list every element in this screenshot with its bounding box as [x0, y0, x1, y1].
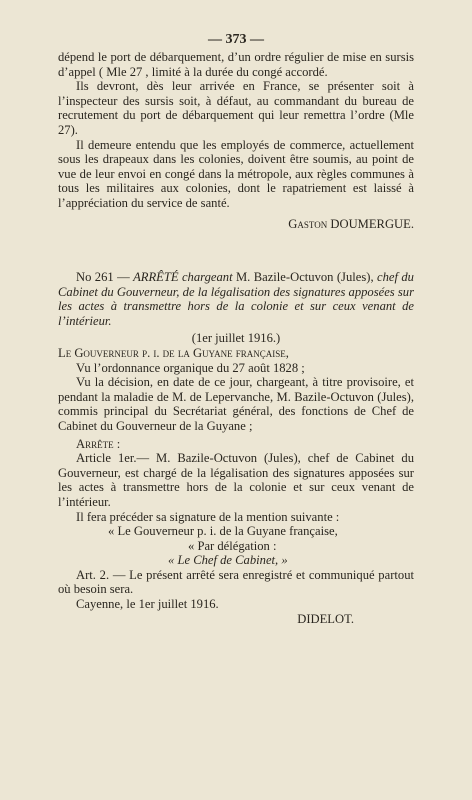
mention-line-3: « Le Chef de Cabinet, » [168, 553, 288, 568]
vu-ordonnance: Vu l’ordonnance organique du 27 août 1828 ; [76, 360, 305, 375]
signature-doumergue: Gaston DOUMERGUE. [288, 216, 414, 231]
mention-line-2: « Par délégation : [188, 538, 277, 553]
paragraph-3: Il demeure entendu que les employés de commerce, actuellement sous les drapeaux dans les colonies, doivent être soumis, au point de vue de leur envoi en congé dans la métropole, aux règles communes à tous les militaires aux colonies, dont le rapatriement est laissé à l’appréciation du service de santé. [58, 137, 414, 210]
arrete-lead: chargeant [181, 270, 233, 284]
arrete-header [58, 270, 414, 328]
paragraph-1: dépend le port de débarquement, d’un ordre régulier de mise en sursis d’appel ( Mle 27 , limité à la durée du congé accordé. [58, 50, 414, 79]
article-2: Art. 2. — Le présent arrêté sera enregistré et communiqué partout où besoin sera. [58, 567, 414, 597]
arrete-block [58, 270, 414, 626]
vu-decision: Vu la décision, en date de ce jour, chargeant, à titre provisoire, et pendant la maladie de M. de Lepervanche, M. Bazile-Octuvon (Jules), commis principal du Secrétariat général, des fonctions de Chef de Cabinet du Gouverneur de la Guyane ; [58, 375, 414, 433]
article-1: Article 1er.— M. Bazile-Octuvon (Jules), chef de Cabinet du Gouverneur, est chargé de la légalisation des signatures apposées sur les actes à transmettre hors de la colonie et sur ceux venant de l’intérieur. [58, 451, 414, 509]
signature-didelot: DIDELOT. [297, 611, 354, 626]
arrete-number: No 261 — [76, 270, 130, 284]
paragraph-2: Ils devront, dès leur arrivée en France, se présenter soit à l’inspecteur des sursis soit, à défaut, au commandant du bureau de recrutement du port de débarquement qui leur remettra l’ordre (Mle 27). [58, 79, 414, 137]
gouverneur-line: Le Gouverneur p. i. de la Guyane française, [58, 345, 289, 360]
body-text [58, 50, 414, 231]
date-line: (1er juillet 1916.) [191, 331, 281, 346]
mention-line-1: « Le Gouverneur p. i. de la Guyane française, [108, 524, 338, 539]
arrete-name: M. Bazile-Octuvon (Jules), [235, 270, 374, 284]
place-date: Cayenne, le 1er juillet 1916. [76, 597, 219, 612]
arrete-title: ARRÊTÉ [133, 270, 179, 284]
mention-intro: Il fera précéder sa signature de la mention suivante : [76, 509, 340, 524]
page-number: — 373 — [208, 32, 264, 47]
arrete-heading: Arrête : [76, 436, 121, 451]
arrete-description: chef du Cabinet du Gouverneur, de la légalisation des signatures apposées sur les actes à transmettre hors de la colonie et sur ceux venant de l’intérieur. [58, 270, 414, 328]
